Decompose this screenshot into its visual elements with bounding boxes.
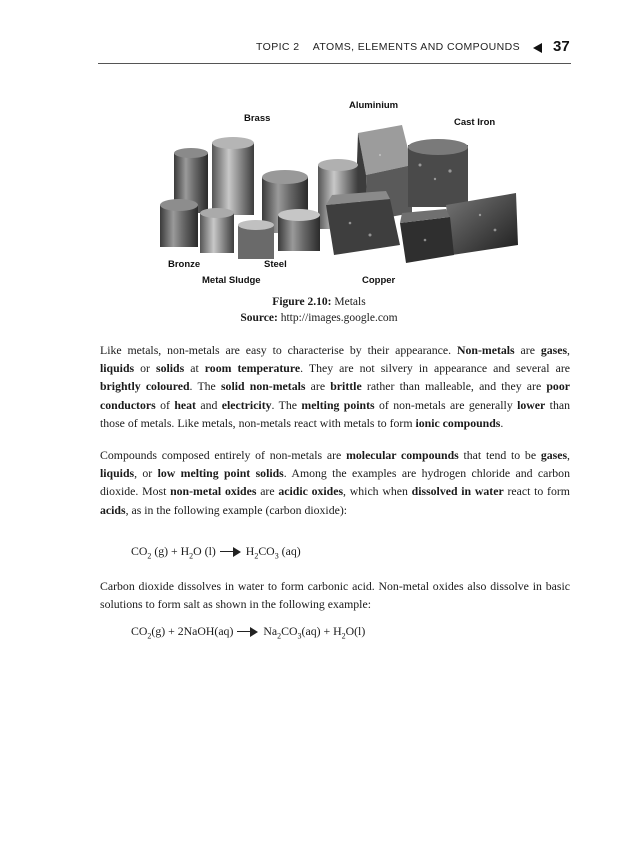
paragraph-molecular-compounds: Compounds composed entirely of non-metals are molecular compounds that tend to be gases, liquids, or low melting point solids. Among the examples are hydrogen chloride and carbon dioxide. Most non-metal oxides are acidic oxides, which when dissolved in water react to form acids, as in the following example (carbon dioxide): <box>100 448 570 517</box>
label-steel: Steel <box>264 259 287 270</box>
caption-label: Figure 2.10: <box>272 296 332 308</box>
label-cast-iron: Cast Iron <box>454 117 496 128</box>
equation-sodium-carbonate: $CO_2(g)$ + 2NaOH(aq) $Na_2CO_3(aq) + H_2O(l)$ <box>131 624 366 641</box>
reaction-arrow-icon <box>220 547 242 557</box>
header-topic: TOPIC 2 <box>256 41 300 53</box>
label-metal-sludge: Metal Sludge <box>202 275 261 286</box>
reaction-arrow-icon <box>237 627 259 637</box>
header-title: ATOMS, ELEMENTS AND COMPOUNDS <box>312 41 520 53</box>
left-triangle-icon <box>533 43 542 53</box>
caption-text: Metals <box>334 296 366 308</box>
page-header <box>0 38 638 58</box>
label-aluminium: Aluminium <box>349 100 399 111</box>
source-text: http://images.google.com <box>280 312 398 324</box>
label-bronze: Bronze <box>168 259 201 270</box>
label-copper: Copper <box>362 275 396 286</box>
equation-carbonic-acid: $CO_2$ $(g) + H_2O$ (l) $H_2CO_3$ (aq) <box>131 544 301 561</box>
figure-caption <box>0 296 638 308</box>
source-label: Source: <box>240 312 278 324</box>
metals-photo <box>150 95 520 295</box>
paragraph-carbonic-acid: Carbon dioxide dissolves in water to form carbonic acid. Non-metal oxides also dissolve in basic solutions to form salt as shown in the following example: <box>100 579 570 612</box>
running-head <box>256 41 520 53</box>
paragraph-non-metals: Like metals, non-metals are easy to characterise by their appearance. Non-metals are gases, liquids or solids at room temperature. They are not silvery in appearance and several are brightly coloured. The solid non-metals are brittle rather than malleable, and they are poor conductors of heat and electricity. The melting points of non-metals are generally lower than those of metals. Like metals, non-metals react with metals to form ionic compounds. <box>100 343 570 430</box>
figure-source <box>0 312 638 324</box>
label-brass: Brass <box>244 113 271 124</box>
page-number: 37 <box>553 38 570 55</box>
header-rule <box>98 63 571 64</box>
